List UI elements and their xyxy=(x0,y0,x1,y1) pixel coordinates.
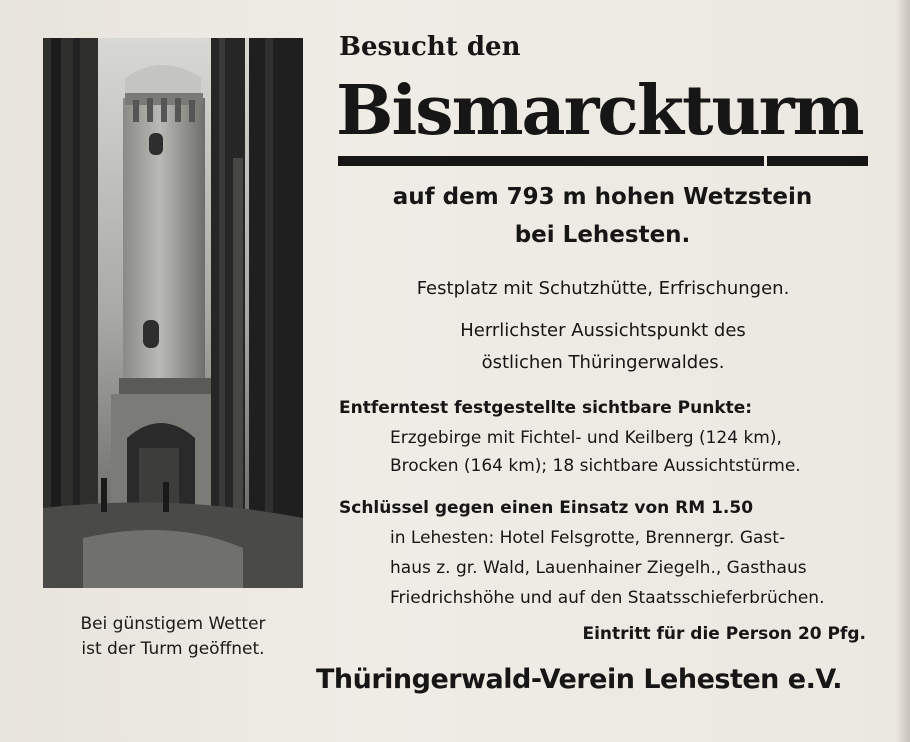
points-line-1: Erzgebirge mit Fichtel- und Keilberg (124 km), xyxy=(390,428,782,448)
subtitle-line-2: bei Lehesten. xyxy=(514,222,691,248)
admission-price: Eintritt für die Person 20 Pfg. xyxy=(582,624,866,644)
page-title: Bismarckturm xyxy=(336,71,863,151)
points-heading: Entferntest festgestellte sichtbare Punkte: xyxy=(339,398,753,418)
viewpoint-line-1: Herrlichster Aussichtspunkt des xyxy=(460,320,746,341)
photo-caption xyxy=(43,612,303,662)
page-edge-shadow xyxy=(896,0,910,742)
subtitle-line-1: auf dem 793 m hohen Wetzstein xyxy=(392,184,813,210)
amenities-text: Festplatz mit Schutzhütte, Erfrischungen. xyxy=(416,278,790,299)
tower-photo xyxy=(43,38,303,588)
key-heading: Schlüssel gegen einen Einsatz von RM 1.50 xyxy=(339,498,754,518)
club-name-footer: Thüringerwald-Verein Lehesten e.V. xyxy=(316,664,843,695)
caption-line-2: ist der Turm geöffnet. xyxy=(81,639,265,659)
viewpoint-line-2: östlichen Thüringerwaldes. xyxy=(481,352,725,373)
key-line-2: haus z. gr. Wald, Lauenhainer Ziegelh., Gasthaus xyxy=(390,558,807,578)
caption-line-1: Bei günstigem Wetter xyxy=(80,614,266,634)
points-line-2: Brocken (164 km); 18 sichtbare Aussichtstürme. xyxy=(390,456,801,476)
tower-photo-image xyxy=(43,38,303,588)
key-line-3: Friedrichshöhe und auf den Staatsschieferbrüchen. xyxy=(390,588,825,608)
intro-text: Besucht den xyxy=(339,32,521,62)
key-line-1: in Lehesten: Hotel Felsgrotte, Brennergr. Gast- xyxy=(390,528,786,548)
title-underline xyxy=(338,156,868,166)
